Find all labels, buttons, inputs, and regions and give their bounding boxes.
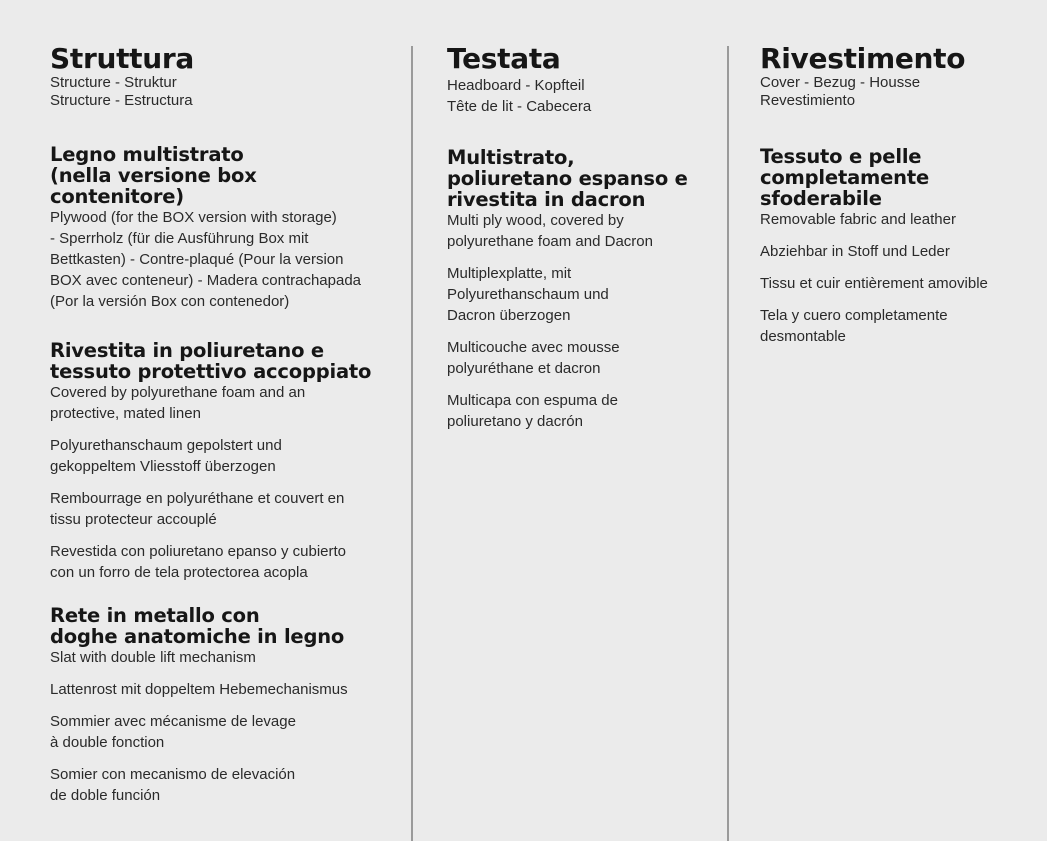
column-subtitle: Cover - Bezug - Housse Revestimiento: [760, 74, 921, 109]
section-heading: Multistrato, poliuretano espanso e rivestita in dacron: [447, 146, 688, 211]
section-paragraph: Removable fabric and leather: [760, 211, 956, 228]
column-divider: [411, 46, 413, 841]
section-slats: [50, 605, 395, 806]
column-subtitle: Structure - Struktur Structure - Estructura: [50, 74, 193, 109]
section-heading: Rivestita in poliuretano e tessuto protettivo accoppiato: [50, 339, 372, 383]
section-paragraph: Tela y cuero completamente desmontable: [760, 307, 948, 345]
section-heading: Tessuto e pelle completamente sfoderabile: [760, 145, 929, 210]
column-cover: [760, 44, 1030, 358]
section-covering: [50, 340, 395, 583]
section-paragraph: Lattenrost mit doppeltem Hebemechanismus: [50, 681, 348, 698]
column-title: Struttura: [50, 42, 194, 75]
section-paragraph: Plywood (for the BOX version with storage) - Sperrholz (für die Ausführung Box mit Bettkasten) - Contre-plaqué (Pour la version BOX avec conteneur) - Madera contrachapada (Por la versión Box con contenedor): [50, 209, 362, 310]
section-cover-materials: [760, 146, 1030, 347]
section-paragraph: Polyurethanschaum gepolstert und gekoppeltem Vliesstoff überzogen: [50, 437, 282, 475]
section-plywood: [50, 144, 395, 312]
column-headboard: [447, 44, 702, 443]
column-structure: [50, 44, 395, 817]
column-title: Rivestimento: [760, 42, 966, 75]
section-paragraph: Rembourrage en polyuréthane et couvert en tissu protecteur accouplé: [50, 490, 345, 528]
section-heading: Rete in metallo con doghe anatomiche in legno: [50, 604, 345, 648]
section-paragraph: Covered by polyurethane foam and an protective, mated linen: [50, 384, 306, 422]
section-paragraph: Abziehbar in Stoff und Leder: [760, 243, 950, 260]
section-paragraph: Revestida con poliuretano epanso y cubierto con un forro de tela protectorea acopla: [50, 543, 347, 581]
section-paragraph: Multicouche avec mousse polyuréthane et dacron: [447, 339, 620, 377]
section-headboard-materials: [447, 147, 702, 432]
column-title: Testata: [447, 42, 561, 75]
section-paragraph: Tissu et cuir entièrement amovible: [760, 275, 988, 292]
section-paragraph: Somier con mecanismo de elevación de doble función: [50, 766, 296, 804]
section-paragraph: Multi ply wood, covered by polyurethane foam and Dacron: [447, 212, 653, 250]
section-paragraph: Multicapa con espuma de poliuretano y dacrón: [447, 392, 618, 430]
section-paragraph: Slat with double lift mechanism: [50, 649, 256, 666]
section-paragraph: Sommier avec mécanisme de levage à double fonction: [50, 713, 296, 751]
section-paragraph: Multiplexplatte, mit Polyurethanschaum und Dacron überzogen: [447, 265, 609, 324]
column-divider: [727, 46, 729, 841]
section-heading: Legno multistrato (nella versione box contenitore): [50, 143, 257, 208]
column-subtitle: Headboard - Kopfteil Tête de lit - Cabecera: [447, 77, 592, 115]
